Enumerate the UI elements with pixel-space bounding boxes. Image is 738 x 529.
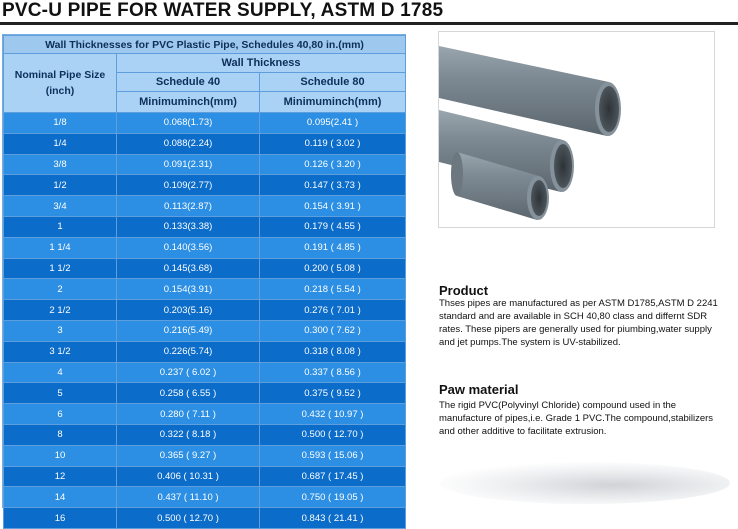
schedule-40-cell: 0.258 ( 6.55 ) bbox=[117, 383, 260, 404]
schedule-80-cell: 0.843 ( 21.41 ) bbox=[260, 508, 406, 529]
material-description: The rigid PVC(Polyvinyl Chloride) compound used in the manufacture of pipes,i.e. Grade 1 PVC.The compound,stabilizers and other additive to facilitate extrusion. bbox=[439, 400, 714, 437]
wall-thickness-header: Wall Thickness bbox=[117, 54, 406, 73]
table-row bbox=[4, 487, 406, 508]
schedule-80-cell: 0.687 ( 17.45 ) bbox=[260, 466, 406, 487]
nominal-size-cell: 16 bbox=[4, 508, 117, 529]
schedule-40-header: Schedule 40 bbox=[117, 73, 260, 92]
schedule-80-cell: 0.218 ( 5.54 ) bbox=[260, 279, 406, 300]
schedule-40-cell: 0.322 ( 8.18 ) bbox=[117, 424, 260, 445]
schedule-40-cell: 0.437 ( 11.10 ) bbox=[117, 487, 260, 508]
schedule-80-cell: 0.500 ( 12.70 ) bbox=[260, 424, 406, 445]
schedule-40-cell: 0.109(2.77) bbox=[117, 175, 260, 196]
schedule-80-cell: 0.095(2.41 ) bbox=[260, 113, 406, 134]
nominal-size-cell: 6 bbox=[4, 404, 117, 425]
decorative-shadow bbox=[440, 462, 730, 504]
nominal-size-cell: 4 bbox=[4, 362, 117, 383]
schedule-40-cell: 0.280 ( 7.11 ) bbox=[117, 404, 260, 425]
schedule-40-cell: 0.091(2.31) bbox=[117, 154, 260, 175]
nominal-size-cell: 3 1/2 bbox=[4, 341, 117, 362]
nominal-size-cell: 10 bbox=[4, 445, 117, 466]
nominal-size-cell: 1/4 bbox=[4, 133, 117, 154]
table-row bbox=[4, 466, 406, 487]
table-row bbox=[4, 113, 406, 134]
table-row bbox=[4, 445, 406, 466]
schedule-80-cell: 0.593 ( 15.06 ) bbox=[260, 445, 406, 466]
table-row bbox=[4, 383, 406, 404]
table-row bbox=[4, 154, 406, 175]
schedule-40-cell: 0.226(5.74) bbox=[117, 341, 260, 362]
schedule-80-unit-label: Minimuminch(mm) bbox=[260, 92, 406, 113]
table-caption: Wall Thicknesses for PVC Plastic Pipe, Schedules 40,80 in.(mm) bbox=[4, 36, 406, 54]
page-title: PVC-U PIPE FOR WATER SUPPLY, ASTM D 1785 bbox=[2, 0, 444, 21]
schedule-80-cell: 0.154 ( 3.91 ) bbox=[260, 196, 406, 217]
product-heading: Product bbox=[439, 283, 489, 298]
schedule-40-cell: 0.145(3.68) bbox=[117, 258, 260, 279]
schedule-40-cell: 0.154(3.91) bbox=[117, 279, 260, 300]
schedule-80-cell: 0.300 ( 7.62 ) bbox=[260, 320, 406, 341]
nominal-size-cell: 1 bbox=[4, 216, 117, 237]
schedule-40-cell: 0.365 ( 9.27 ) bbox=[117, 445, 260, 466]
table-row bbox=[4, 341, 406, 362]
schedule-80-cell: 0.375 ( 9.52 ) bbox=[260, 383, 406, 404]
nominal-size-cell: 12 bbox=[4, 466, 117, 487]
table-body bbox=[4, 113, 406, 529]
schedule-40-cell: 0.237 ( 6.02 ) bbox=[117, 362, 260, 383]
schedule-80-cell: 0.147 ( 3.73 ) bbox=[260, 175, 406, 196]
nominal-size-cell: 3 bbox=[4, 320, 117, 341]
schedule-40-cell: 0.203(5.16) bbox=[117, 300, 260, 321]
nominal-size-cell: 8 bbox=[4, 424, 117, 445]
schedule-80-cell: 0.200 ( 5.08 ) bbox=[260, 258, 406, 279]
schedule-80-cell: 0.119 ( 3.02 ) bbox=[260, 133, 406, 154]
nominal-size-header bbox=[4, 54, 117, 113]
schedule-40-cell: 0.500 ( 12.70 ) bbox=[117, 508, 260, 529]
schedule-40-unit-label: Minimuminch(mm) bbox=[117, 92, 260, 113]
schedule-40-cell: 0.088(2.24) bbox=[117, 133, 260, 154]
table-row bbox=[4, 508, 406, 529]
nominal-size-cell: 2 bbox=[4, 279, 117, 300]
table-row bbox=[4, 279, 406, 300]
schedule-80-cell: 0.318 ( 8.08 ) bbox=[260, 341, 406, 362]
schedule-40-cell: 0.406 ( 10.31 ) bbox=[117, 466, 260, 487]
table-row bbox=[4, 237, 406, 258]
schedule-80-cell: 0.276 ( 7.01 ) bbox=[260, 300, 406, 321]
schedule-40-cell: 0.068(1.73) bbox=[117, 113, 260, 134]
material-heading: Paw material bbox=[439, 382, 519, 397]
nominal-size-cell: 5 bbox=[4, 383, 117, 404]
title-rule bbox=[0, 22, 738, 25]
schedule-80-cell: 0.337 ( 8.56 ) bbox=[260, 362, 406, 383]
schedule-80-cell: 0.191 ( 4.85 ) bbox=[260, 237, 406, 258]
schedule-40-cell: 0.140(3.56) bbox=[117, 237, 260, 258]
nominal-size-cell: 1/8 bbox=[4, 113, 117, 134]
schedule-40-cell: 0.113(2.87) bbox=[117, 196, 260, 217]
table-row bbox=[4, 362, 406, 383]
table-row bbox=[4, 320, 406, 341]
nominal-size-cell: 3/4 bbox=[4, 196, 117, 217]
table-row bbox=[4, 196, 406, 217]
table-row bbox=[4, 133, 406, 154]
table-row bbox=[4, 404, 406, 425]
table-row bbox=[4, 258, 406, 279]
nominal-size-header-text: Nominal Pipe Size (inch) bbox=[14, 69, 106, 97]
nominal-size-cell: 14 bbox=[4, 487, 117, 508]
table-row bbox=[4, 300, 406, 321]
table-row bbox=[4, 216, 406, 237]
schedule-80-header: Schedule 80 bbox=[260, 73, 406, 92]
schedule-80-cell: 0.179 ( 4.55 ) bbox=[260, 216, 406, 237]
table-row bbox=[4, 175, 406, 196]
nominal-size-cell: 1 1/2 bbox=[4, 258, 117, 279]
pvc-pipes-photo bbox=[438, 31, 715, 228]
schedule-40-cell: 0.133(3.38) bbox=[117, 216, 260, 237]
product-description: Thses pipes are manufactured as per ASTM D1785,ASTM D 2241 standard and are available in SCH 40,80 class and differnt SDR rates. These pipers are generally used for piumbing,water supply and jet pumps.The system is UV-stabilized. bbox=[439, 298, 718, 348]
nominal-size-cell: 3/8 bbox=[4, 154, 117, 175]
schedule-40-cell: 0.216(5.49) bbox=[117, 320, 260, 341]
schedule-80-cell: 0.432 ( 10.97 ) bbox=[260, 404, 406, 425]
nominal-size-cell: 1 1/4 bbox=[4, 237, 117, 258]
nominal-size-cell: 2 1/2 bbox=[4, 300, 117, 321]
nominal-size-cell: 1/2 bbox=[4, 175, 117, 196]
schedule-80-cell: 0.750 ( 19.05 ) bbox=[260, 487, 406, 508]
table-row bbox=[4, 424, 406, 445]
schedule-80-cell: 0.126 ( 3.20 ) bbox=[260, 154, 406, 175]
wall-thickness-table bbox=[2, 34, 406, 524]
